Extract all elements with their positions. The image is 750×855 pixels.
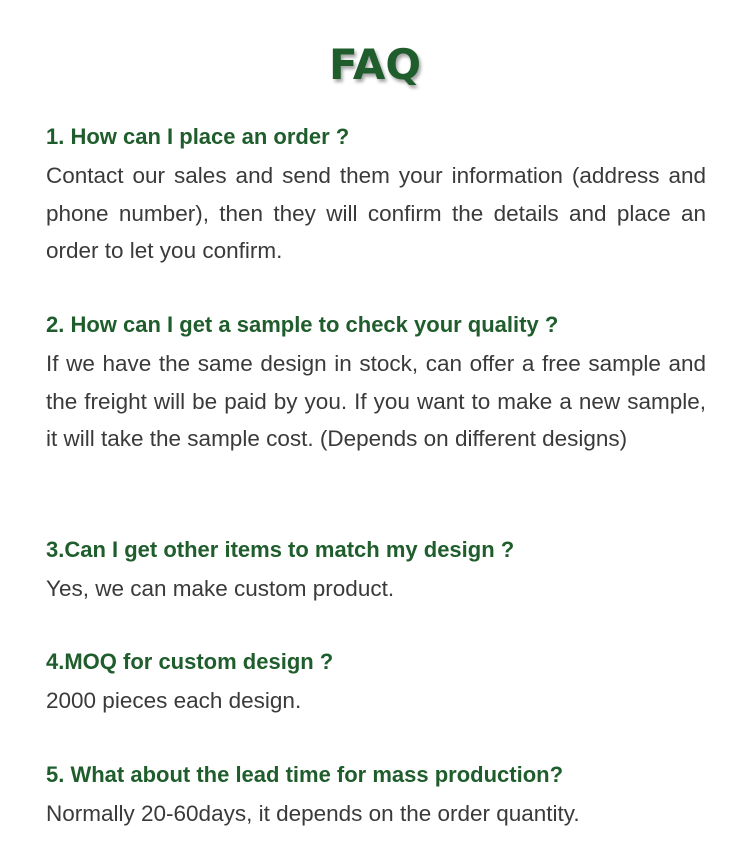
faq-answer: 2000 pieces each design. <box>46 688 302 713</box>
faq-item-3 <box>46 536 706 608</box>
faq-answer: Yes, we can make custom product. <box>46 576 395 601</box>
faq-question: 2. How can I get a sample to check your quality ? <box>46 312 559 337</box>
faq-answer: Contact our sales and send them your information (address and phone number), then they will confirm the details and place an order to let you confirm. <box>46 163 706 263</box>
faq-question: 1. How can I place an order ? <box>46 124 350 149</box>
faq-answer: If we have the same design in stock, can offer a free sample and the freight will be paid by you. If you want to make a new sample, it will take the sample cost. (Depends on different designs) <box>46 351 706 451</box>
page-title: FAQ <box>328 40 422 89</box>
faq-item-1 <box>46 123 706 270</box>
faq-question: 5. What about the lead time for mass production? <box>46 762 564 787</box>
faq-item-5 <box>46 761 706 833</box>
faq-question: 3.Can I get other items to match my design ? <box>46 537 515 562</box>
faq-item-4 <box>46 648 706 720</box>
faq-item-2 <box>46 311 706 458</box>
faq-answer: Normally 20-60days, it depends on the order quantity. <box>46 801 580 826</box>
faq-question: 4.MOQ for custom design ? <box>46 649 334 674</box>
